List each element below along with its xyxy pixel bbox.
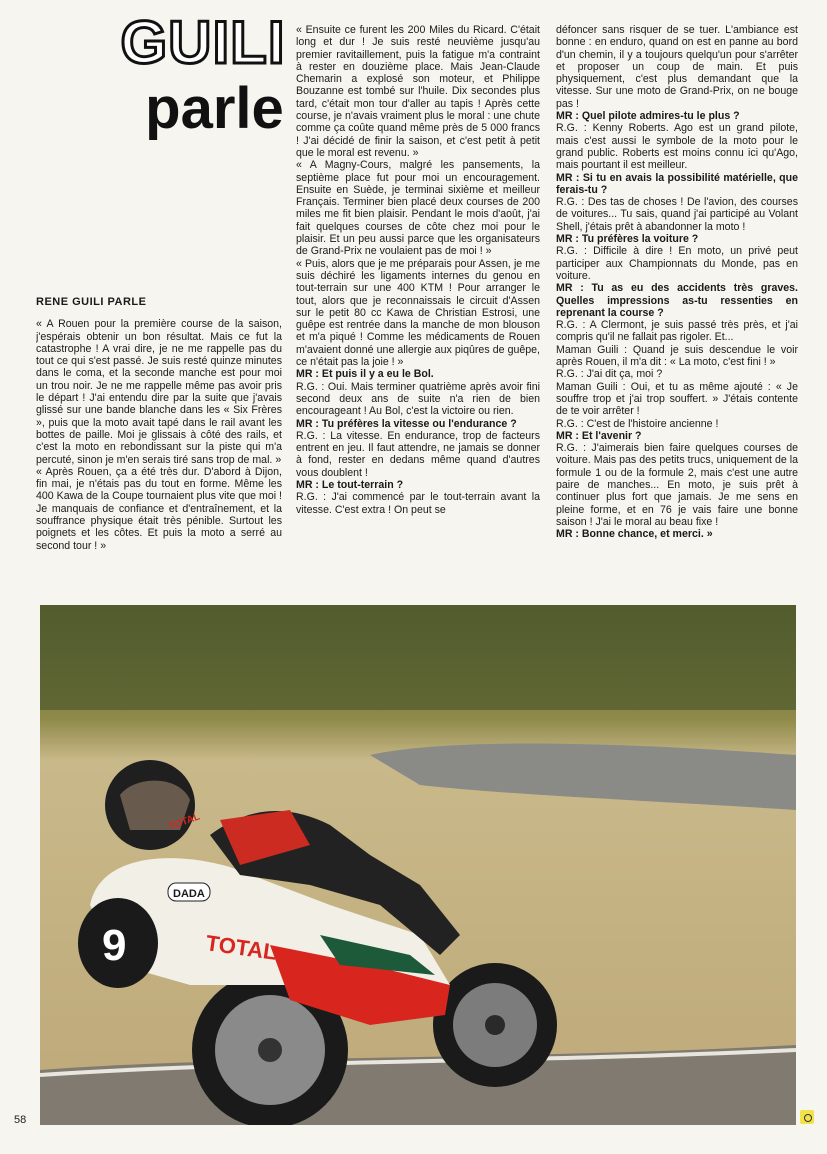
article-paragraph: R.G. : Oui. Mais terminer quatrième après avoir fini second deux ans de suite n'a rien de bien encourageant ! Au Bol, c'est la victoire ou rien.	[296, 380, 540, 418]
interview-question: MR : Si tu en avais la possibilité matérielle, que ferais-tu ?	[556, 171, 798, 196]
race-photo	[40, 605, 796, 1125]
article-paragraph: R.G. : J'ai dit ça, moi ?	[556, 368, 663, 381]
article-paragraph: Maman Guili : Quand je suis descendue le voir après Rouen, il m'a dit : « La moto, c'est fini ! »	[556, 343, 798, 369]
page-number: 58	[14, 1114, 27, 1126]
column-1	[36, 296, 282, 596]
article-paragraph: R.G. : Des tas de choses ! De l'avion, des courses de voitures... Tu sais, quand j'ai participé au Volant Shell, j'étais prêt à abandonner la moto !	[556, 196, 798, 233]
dada-logo: DADA	[173, 888, 205, 900]
race-number-label: 9	[102, 921, 127, 970]
article-paragraph: défoncer sans risquer de se tuer. L'ambiance est bonne : en enduro, quand on est en panne au bord d'un chemin, il y a toujours quelqu'un pour s'arrêter et proposer un coup de main. Et puis physiquement, c'est plus demandant que la vitesse. Sur une moto de Grand-Prix, on ne bouge pas !	[556, 24, 798, 110]
article-paragraph: R.G. : La vitesse. En endurance, trop de facteurs entrent en jeu. Il faut attendre, ne jamais se donner à fond, rester en dedans même quand d'autres vous doublent !	[296, 429, 540, 479]
article-paragraph: « A Rouen pour la première course de la saison, j'espérais obtenir un bon résultat. Mais ce fut la catastrophe ! A vrai dire, je ne me rappelle pas du tout ce qui s'est passé. Je suis resté quinze minutes dans le coma, et la seconde manche est pour moi un trou noir. Je ne me rappelle même pas avoir pris le départ ! J'ai entendu dire par la suite que j'avais glissé sur une bande blanche dans les « Six Frères », puis que la moto avait tapé dans le rail avant les bottes de paille. Moi je glissais à côté des rails, et c'est la moto en rebondissant sur la piste qui m'a percuté, sinon je m'en serais tiré sans trop de mal. »	[36, 318, 282, 466]
svg-text:TOTAL: TOTAL	[167, 811, 202, 833]
interview-question: MR : Et l'avenir ?	[556, 429, 642, 442]
article-paragraph: « Après Rouen, ça a été très dur. D'abord à Dijon, fin mai, je n'étais pas du tout en forme. Même les 400 Kawa de la Coupe tournaient plus vite que moi ! Je manquais de confiance et d'entraînement, et la souffrance physique était très pénible. Surtout les poignets et les côtes. Et puis la moto a serré au second tour ! »	[36, 465, 282, 552]
article-paragraph: R.G. : J'ai commencé par le tout-terrain avant la vitesse. C'est extra ! On peut se	[296, 491, 540, 516]
article-paragraph: Maman Guili : Oui, et tu as même ajouté : « Je souffre trop et j'ai trop souffert. » J'étais contente de te voir arrêter !	[556, 380, 798, 418]
article-paragraph: « A Magny-Cours, malgré les pansements, la septième place fut pour moi un encouragement. Ensuite en Suède, je terminai sixième et meilleur Français. Terminer bien placé deux courses de 200 miles me fit bien plaisir. Pendant le mois d'août, j'ai fait quelques courses de côte chez moi pour le plaisir. Et un peu aussi parce que les organisateurs de Grand-Prix ne voulaient pas de moi ! »	[296, 159, 540, 258]
article-title-line2: parle	[145, 76, 284, 141]
article-paragraph: « Puis, alors que je me préparais pour Assen, je me suis déchiré les ligaments internes du genou en tout-terrain sur une 400 KTM ! Pour arranger le tout, alors que je reconnaissais le circuit d'Assen sur le petit 80 cc Kawa de Christian Estrosi, une guêpe est rentrée dans la manche de mon blouson et m'a piqué ! Comme les médicaments de Rouen m'avaient donné une allergie aux piqûres de guêpe, ce n'était pas la joie ! »	[296, 257, 540, 369]
section-heading: RENE GUILI PARLE	[36, 296, 147, 308]
column-2	[296, 24, 540, 596]
article-paragraph: R.G. : J'aimerais bien faire quelques courses de voiture. Mais pas des petits trucs, uniquement de la formule 1 ou de la formule 2, mais c'est une autre paire de manches... En moto, je suis prêt à continuer plus fort que jamais. Je me sens en pleine forme, et en 76 je vais faire une bonne saison ! J'ai le moral au beau fixe !	[556, 442, 798, 528]
corner-mark-icon	[800, 1110, 814, 1124]
interview-question: MR : Tu préfères la voiture ?	[556, 233, 699, 246]
article-paragraph: R.G. : A Clermont, je suis passé très près, et j'ai compris qu'il ne fallait pas rigoler. Et...	[556, 319, 798, 344]
interview-question: MR : Quel pilote admires-tu le plus ?	[556, 110, 740, 123]
interview-question: MR : Le tout-terrain ?	[296, 478, 404, 491]
total-logo: TOTAL	[204, 930, 279, 965]
article-paragraph: R.G. : C'est de l'histoire ancienne !	[556, 417, 719, 430]
interview-question: MR : Et puis il y a eu le Bol.	[296, 368, 434, 381]
article-paragraph: « Ensuite ce furent les 200 Miles du Ricard. C'était long et dur ! Je suis resté neuvième jusqu'au premier ravitaillement, puis la fatigue m'a contraint à rester en douzième place. Mais Jean-Claude Chemarin a explosé son moteur, et Philippe Bouzanne est tombé sur l'huile. Dix secondes plus tard, c'était mon tour d'aller au tapis ! Après cette course, je n'avais vraiment plus le moral : une chute comme ça coûte quand même près de 5 000 francs ! J'ai décidé de finir la saison, et c'est petit à petit que le moral est revenu. »	[296, 24, 540, 159]
column-3	[556, 24, 798, 602]
interview-question: MR : Tu as eu des accidents très graves. Quelles impressions as-tu ressenties en reprenant la course ?	[556, 282, 798, 319]
interview-question: MR : Tu préfères la vitesse ou l'endurance ?	[296, 417, 517, 430]
article-paragraph: R.G. : Kenny Roberts. Ago est un grand pilote, mais c'est aussi le symbole de la moto pour le grand public. Roberts est moins connu ici qu'Ago, mais pourtant il est meilleur.	[556, 122, 798, 172]
interview-question: MR : Bonne chance, et merci. »	[556, 528, 713, 541]
article-title-line1: GUILI	[120, 9, 286, 76]
article-paragraph: R.G. : Difficile à dire ! En moto, un privé peut participer aux Championnats du Monde, pas en voiture.	[556, 245, 798, 282]
motorcycle-racer-image	[40, 605, 796, 1125]
